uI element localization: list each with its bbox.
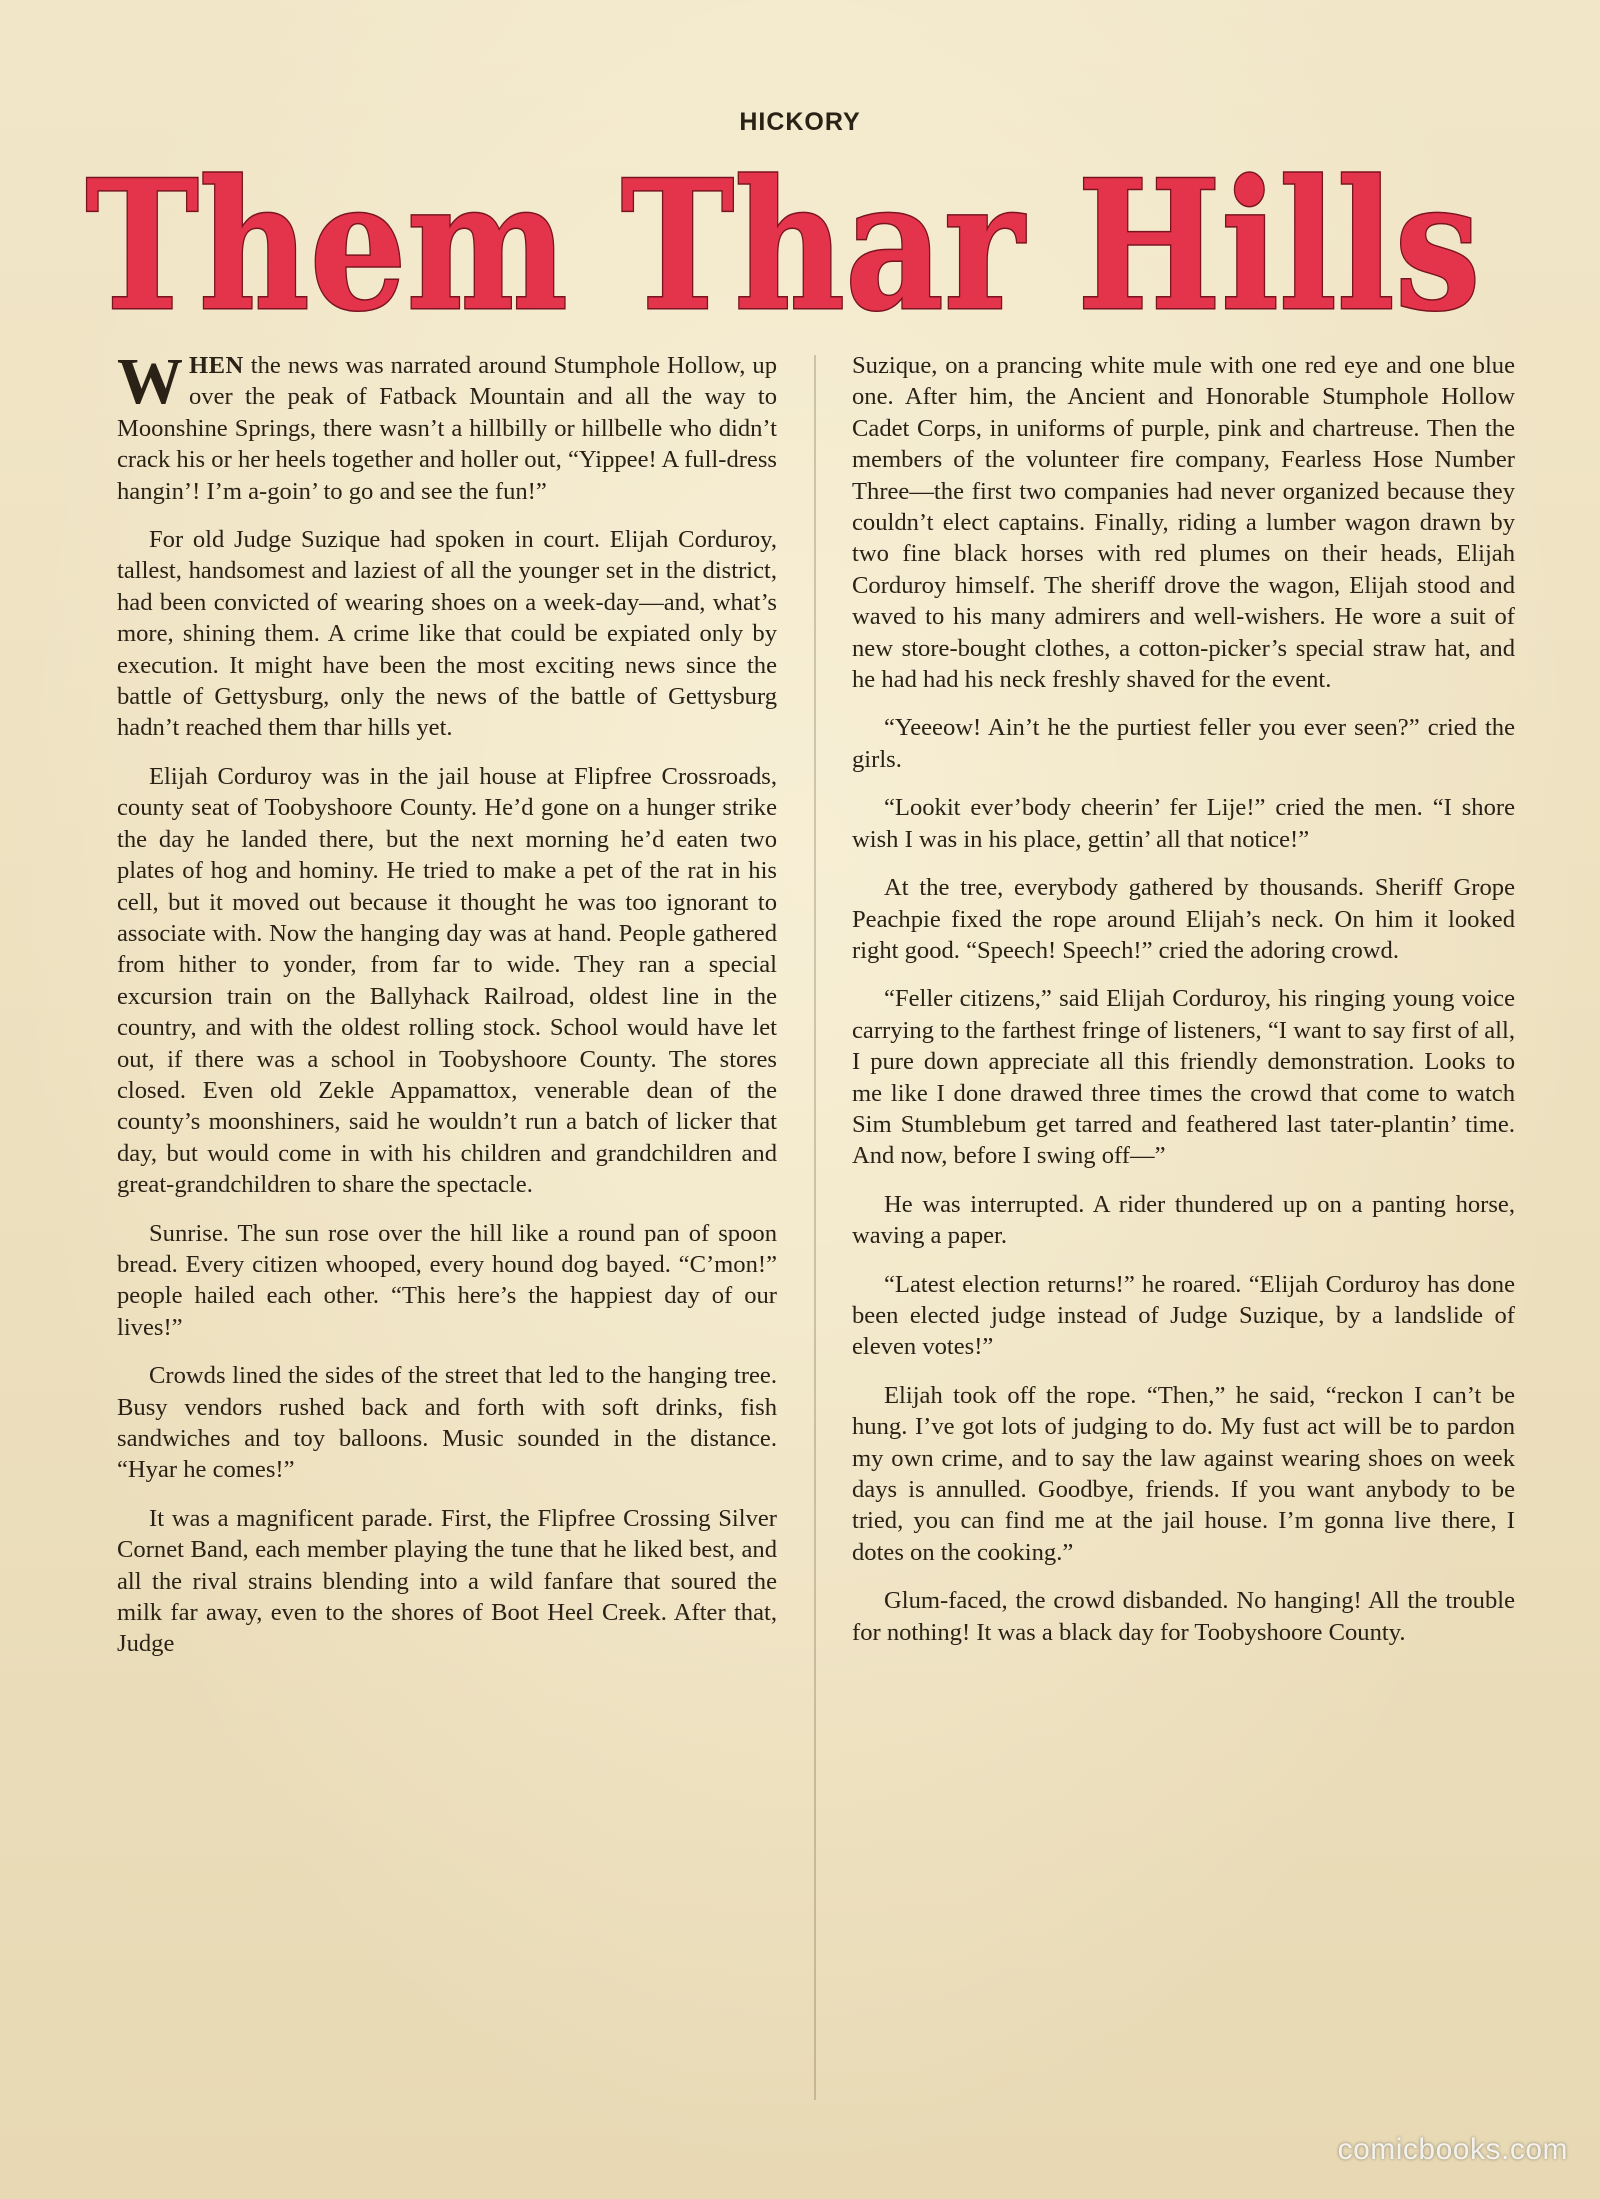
paragraph-1-text: the news was narrated around Stumphole Hollow, up over the peak of Fatback Mountain and all the way to Moonshine Springs, there wasn’t a hillbilly or hillbelle who didn’t crack his or her heels together and holler out, “Yippee! A full-dress hangin’! I’m a-goin’ to go and see the fun!”: [117, 352, 777, 505]
right-column: [852, 350, 1515, 2120]
paragraph-13: “Latest election returns!” he roared. “Elijah Corduroy has done been elected judge instead of Judge Suzique, by a landslide of eleven votes!”: [852, 1270, 1515, 1361]
drop-cap: W: [117, 345, 183, 418]
paragraph-9: “Lookit ever’body cheerin’ fer Lije!” cried the men. “I shore wish I was in his place, gettin’ all that notice!”: [852, 794, 1515, 853]
lead-in: HEN: [189, 352, 244, 379]
paragraph-15: Glum-faced, the crowd disbanded. No hanging! All the trouble for nothing! It was a black day for Toobyshoore County.: [852, 1587, 1515, 1646]
watermark: comicbooks.com: [1337, 2133, 1568, 2166]
paragraph-2: For old Judge Suzique had spoken in court. Elijah Corduroy, tallest, handsomest and laziest of all the younger set in the district, had been convicted of wearing shoes on a week-day—and, what’s more, shining them. A crime like that could be expiated only by execution. It might have been the most exciting news since the battle of Gettysburg, only the news of the battle of Gettysburg hadn’t reached them thar hills yet.: [117, 526, 777, 742]
paragraph-8: “Yeeeow! Ain’t he the purtiest feller you ever seen?” cried the girls.: [852, 714, 1515, 773]
story-title-text: Them Thar Hills: [85, 141, 1481, 350]
paragraph-7: Suzique, on a prancing white mule with one red eye and one blue one. After him, the Ancient and Honorable Stumphole Hollow Cadet Corps, in uniforms of purple, pink and chartreuse. Then the members of the volunteer fire company, Fearless Hose Number Three—the first two companies had never organized because they couldn’t elect captains. Finally, riding a lumber wagon drawn by two fine black horses with red plumes on their heads, Elijah Corduroy himself. The sheriff drove the wagon, Elijah stood and waved to his many admirers and well-wishers. He wore a suit of new store-bought clothes, a cotton-picker’s special straw hat, and he had had his neck freshly shaved for the event.: [852, 352, 1515, 694]
paragraph-10: At the tree, everybody gathered by thousands. Sheriff Grope Peachpie fixed the rope around Elijah’s neck. On him it looked right good. “Speech! Speech!” cried the adoring crowd.: [852, 874, 1515, 964]
story-title-graphic: [78, 138, 1488, 350]
paragraph-5: Crowds lined the sides of the street that led to the hanging tree. Busy vendors rushed back and forth with soft drinks, fish sandwiches and toy balloons. Music sounded in the distance. “Hyar he comes!”: [117, 1362, 777, 1484]
running-head: HICKORY: [739, 108, 861, 136]
paragraph-14: Elijah took off the rope. “Then,” he said, “reckon I can’t be hung. I’ve got lots of judging to do. My fust act will be to pardon my own crime, and to say the law against wearing shoes on week days is annulled. Goodbye, friends. If you want anybody to be tried, you can find me at the jail house. I’m gonna live there, I dotes on the cooking.”: [852, 1381, 1515, 1566]
column-divider: [814, 355, 816, 2100]
paragraph-11: “Feller citizens,” said Elijah Corduroy, his ringing young voice carrying to the farthest fringe of listeners, “I want to say first of all, I pure down appreciate all this friendly demonstration. Looks to me like I done drawed three times the crowd that come to watch Sim Stumblebum get tarred and feathered last tater-plantin’ time. And now, before I swing off—”: [852, 985, 1515, 1170]
left-column: [117, 345, 777, 2120]
paragraph-1: [117, 345, 777, 507]
story-title: [78, 138, 1488, 350]
paragraph-3: Elijah Corduroy was in the jail house at Flipfree Crossroads, county seat of Toobyshoore County. He’d gone on a hunger strike the day he landed there, but the next morning he’d eaten two plates of hog and hominy. He tried to make a pet of the rat in his cell, but it moved out because it thought he was too ignorant to associate with. Now the hanging day was at hand. People gathered from hither to yonder, from far to wide. They ran a special excursion train on the Ballyhack Railroad, oldest line in the country, and with the oldest rolling stock. School would have let out, if there was a school in Toobyshoore County. The stores closed. Even old Zekle Appamattox, venerable dean of the county’s moonshiners, said he wouldn’t run a batch of licker that day, but would come in with his children and grandchildren and great-grandchildren to share the spectacle.: [117, 762, 777, 1199]
paragraph-12: He was interrupted. A rider thundered up on a panting horse, waving a paper.: [852, 1190, 1515, 1250]
paragraph-6: It was a magnificent parade. First, the Flipfree Crossing Silver Cornet Band, each member playing the tune that he liked best, and all the rival strains blending into a wild fanfare that soured the milk far away, even to the shores of Boot Heel Creek. After that, Judge: [117, 1504, 777, 1658]
paragraph-4: Sunrise. The sun rose over the hill like a round pan of spoon bread. Every citizen whooped, every hound dog bayed. “C’mon!” people hailed each other. “This here’s the happiest day of our lives!”: [117, 1219, 777, 1341]
